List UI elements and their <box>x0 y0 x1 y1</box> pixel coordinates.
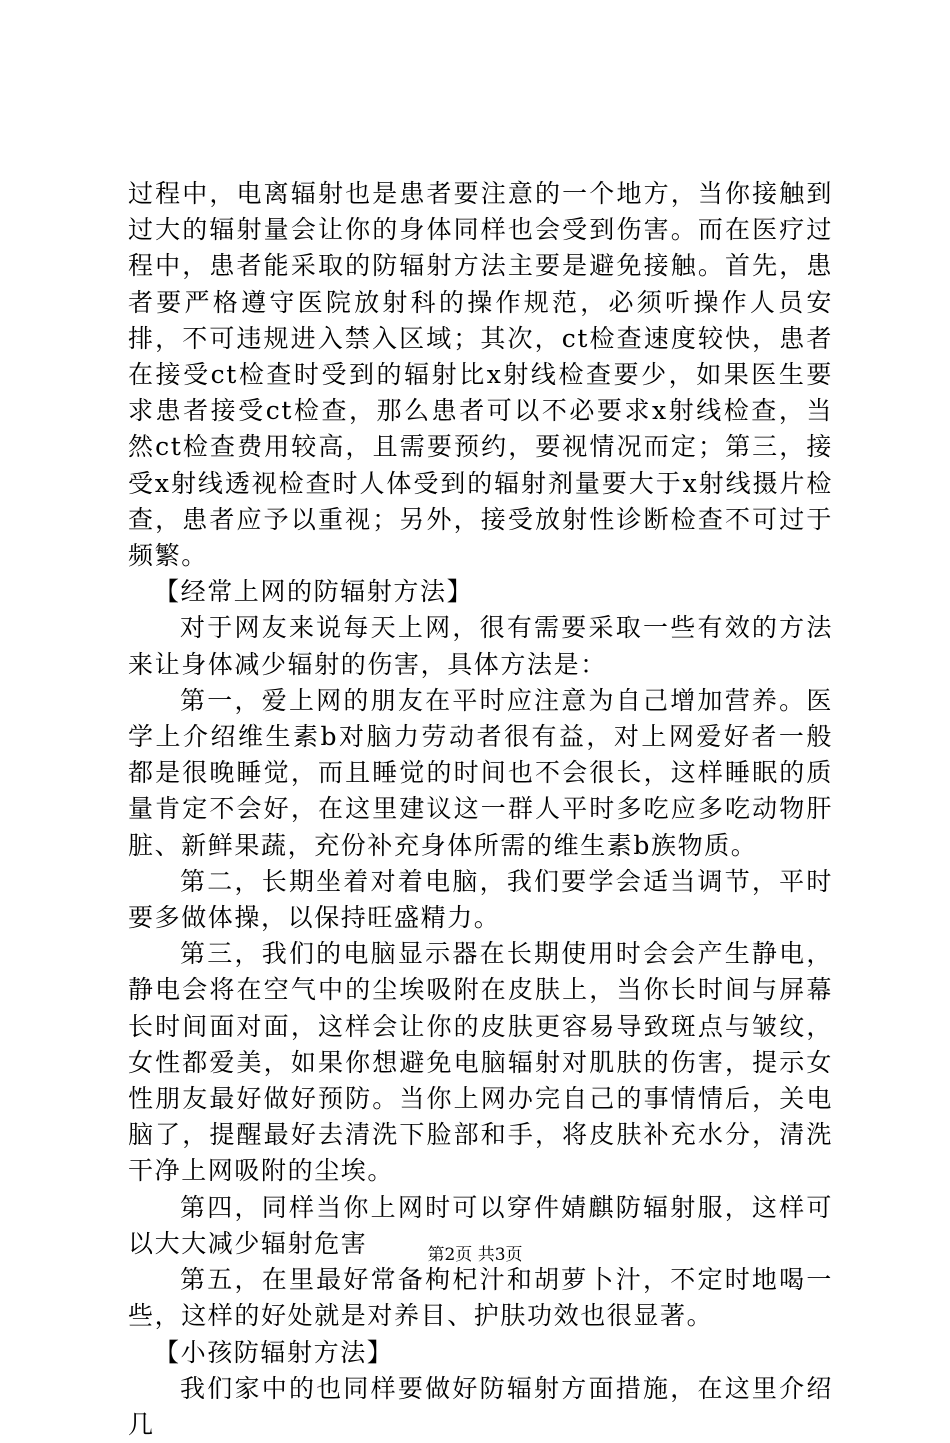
section-heading-children: 【小孩防辐射方法】 <box>154 1337 394 1367</box>
body-paragraph-4: 第二，长期坐着对着电脑，我们要学会适当调节，平时要多做体操，以保持旺盛精力。 <box>128 866 833 933</box>
section-heading-online: 【经常上网的防辐射方法】 <box>154 577 474 607</box>
body-paragraph-3: 第一，爱上网的朋友在平时应注意为自己增加营养。医学上介绍维生素b对脑力劳动者很有益，对上网爱好者一般都是很晚睡觉，而且睡觉的时间也不会很长，这样睡眠的质量肯定不会好，在这里建议这一群人平时多吃应多吃动物肝脏、新鲜果蔬，充份补充身体所需的维生素b族物质。 <box>128 685 833 860</box>
body-paragraph-1: 过程中，电离辐射也是患者要注意的一个地方，当你接触到过大的辐射量会让你的身体同样也会受到伤害。而在医疗过程中，患者能采取的防辐射方法主要是避免接触。首先，患者要严格遵守医院放射科的操作规范，必须听操作人员安排，不可违规进入禁入区域；其次，ct检查速度较快，患者在接受ct检查时受到的辐射比x射线检查要少，如果医生要求患者接受ct检查，那么患者可以不必要求x射线检查，当然ct检查费用较高，且需要预约，要视情况而定；第三，接受x射线透视检查时人体受到的辐射剂量要大于x射线摄片检查，患者应予以重视；另外，接受放射性诊断检查不可过于频繁。 <box>128 179 833 571</box>
body-paragraph-6: 第四，同样当你上网时可以穿件婧麒防辐射服，这样可以大大减少辐射危害 <box>128 1192 833 1258</box>
body-paragraph-7: 第五，在里最好常备枸杞汁和胡萝卜汁，不定时地喝一些，这样的好处就是对养目、护肤功效也很显著。 <box>128 1265 833 1331</box>
body-paragraph-2: 对于网友来说每天上网，很有需要采取一些有效的方法来让身体减少辐射的伤害，具体方法是： <box>128 613 833 679</box>
body-paragraph-5: 第三，我们的电脑显示器在长期使用时会会产生静电，静电会将在空气中的尘埃吸附在皮肤上，当你长时间与屏幕长时间面对面，这样会让你的皮肤更容易导致斑点与皱纹，女性都爱美，如果你想避免电脑辐射对肌肤的伤害，提示女性朋友最好做好预防。当你上网办完自己的事情情后，关电脑了，提醒最好去清洗下脸部和手，将皮肤补充水分，清洗干净上网吸附的尘埃。 <box>128 939 833 1186</box>
body-paragraph-8: 我们家中的也同样要做好防辐射方面措施，在这里介绍几 <box>128 1373 833 1439</box>
page-footer: 第2页 共3页 <box>427 1245 523 1265</box>
